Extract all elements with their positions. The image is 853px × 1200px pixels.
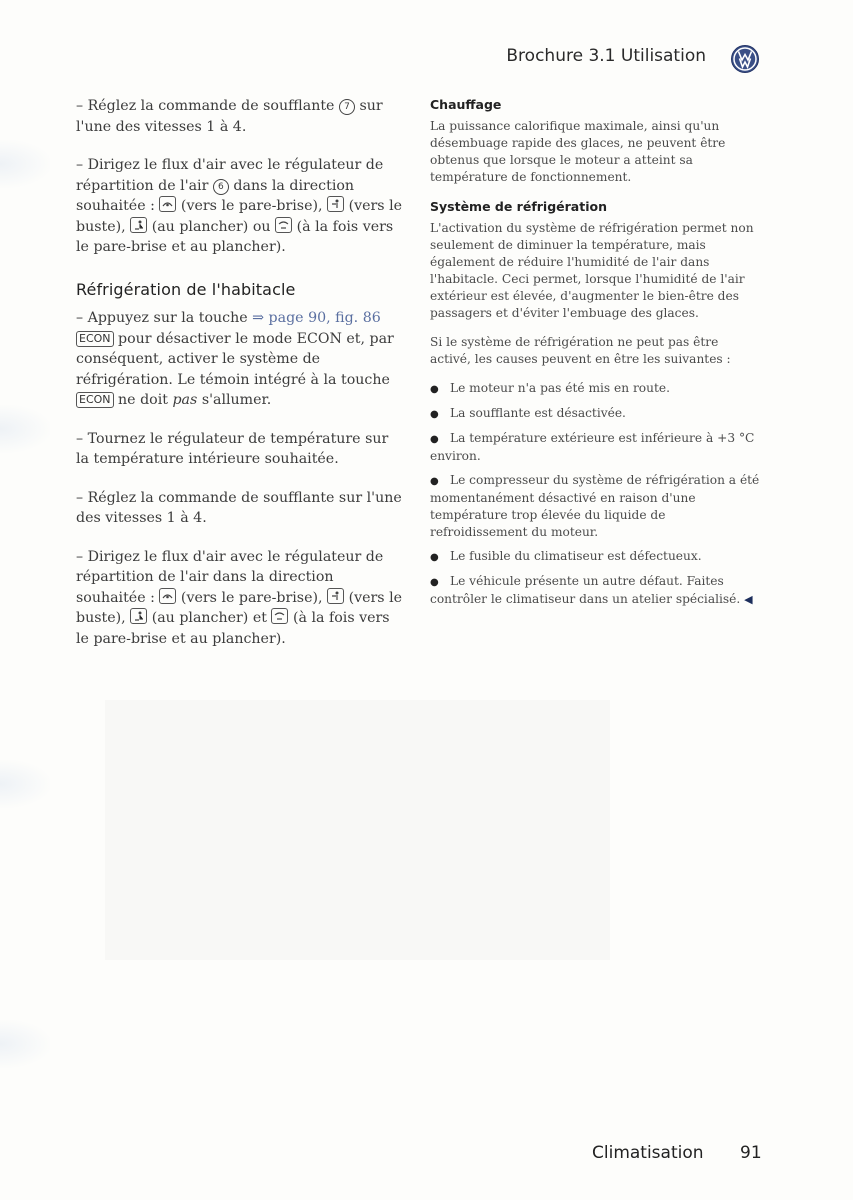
list-item-text: Le moteur n'a pas été mis en route. bbox=[450, 381, 670, 395]
paragraph-causes-intro: Si le système de réfrigération ne peut pas être activé, les causes peuvent en être les suivantes : bbox=[430, 335, 731, 366]
section-title-cooling: Réfrigération de l'habitacle bbox=[76, 279, 296, 299]
list-item bbox=[430, 548, 760, 566]
margin-tab-1 bbox=[0, 140, 50, 188]
list-item-text: Le compresseur du système de réfrigération a été momentanément désactivé en raison d'une température trop élevée du liquide de refroidissement du moteur. bbox=[430, 473, 760, 539]
list-item bbox=[430, 380, 760, 398]
windshield-icon bbox=[159, 588, 176, 604]
paragraph-chauffage: La puissance calorifique maximale, ainsi qu'un désembuage rapide des glaces, ne peuvent être obtenus que lorsque le moteur a atteint sa température de fonctionnement. bbox=[430, 119, 726, 184]
list-item bbox=[430, 405, 760, 423]
text: (à la fois vers le pare-brise et au plancher). bbox=[76, 218, 394, 255]
chest-vent-icon bbox=[327, 588, 344, 604]
paragraph-econ bbox=[76, 308, 402, 411]
paragraph-blower-speed-2: – Réglez la commande de soufflante sur l'une des vitesses 1 à 4. bbox=[76, 489, 402, 526]
text: (vers le pare-brise), bbox=[180, 589, 323, 606]
bullet-icon: ● bbox=[430, 434, 439, 445]
text: – Appuyez sur la touche bbox=[76, 310, 248, 326]
paragraph-air-distribution-2 bbox=[76, 547, 402, 650]
heading-refrigeration-system: Système de réfrigération bbox=[430, 199, 607, 214]
econ-button-symbol: ECON bbox=[76, 392, 114, 408]
callout-number: 7 bbox=[339, 99, 355, 115]
text: (vers le pare-brise), bbox=[180, 198, 323, 214]
text: (vers le buste), bbox=[76, 589, 403, 626]
bullet-icon: ● bbox=[430, 552, 439, 563]
list-item-text: Le véhicule présente un autre défaut. Faites contrôler le climatiseur dans un atelier spécialisé. bbox=[430, 574, 741, 606]
vw-logo-icon bbox=[730, 44, 760, 74]
paragraph-blower-speed bbox=[76, 96, 402, 137]
footer-section-title: Climatisation bbox=[592, 1143, 704, 1163]
callout-number: 6 bbox=[213, 179, 229, 195]
list-item bbox=[430, 573, 760, 608]
bullet-icon: ● bbox=[430, 577, 439, 588]
left-column bbox=[76, 96, 402, 667]
page-footer bbox=[560, 1143, 770, 1169]
end-of-section-icon: ◀ bbox=[744, 593, 753, 606]
page-header bbox=[480, 44, 770, 74]
page-number: 91 bbox=[740, 1143, 762, 1163]
bullet-icon: ● bbox=[430, 384, 439, 395]
text: dans la direction souhaitée : bbox=[76, 177, 355, 214]
text: s'allumer. bbox=[201, 392, 272, 408]
page-reference-link[interactable]: ⇒ page 90, fig. 86 bbox=[252, 310, 381, 326]
paragraph-refrigeration: L'activation du système de réfrigération permet non seulement de diminuer la température, mais également de réduire l'humidité de l'air dans l'habitacle. Ceci permet, lorsque l'humidité de l'air extérieur est élevée, d'augmenter le bien-être des passagers et d'éviter l'embuage des glaces. bbox=[430, 221, 754, 320]
text: (au plancher) ou bbox=[151, 218, 271, 235]
bullet-icon: ● bbox=[430, 409, 439, 420]
text: – Dirigez le flux d'air avec le régulateur de répartition de l'air dans la direction souhaitée : bbox=[76, 548, 384, 606]
chest-vent-icon bbox=[327, 196, 344, 212]
paragraph-air-distribution bbox=[76, 155, 402, 258]
text: (à la fois vers le pare-brise et au plancher). bbox=[76, 610, 390, 647]
bullet-icon: ● bbox=[430, 476, 439, 487]
text: (vers le buste), bbox=[76, 198, 403, 235]
floor-vent-icon bbox=[130, 217, 147, 233]
paragraph-temperature: – Tournez le régulateur de température sur la température intérieure souhaitée. bbox=[76, 430, 389, 467]
text: sur l'une des vitesses 1 à 4. bbox=[76, 98, 383, 135]
text: – Réglez la commande de soufflante bbox=[76, 98, 335, 114]
list-item bbox=[430, 430, 760, 465]
windshield-floor-icon bbox=[275, 217, 292, 233]
margin-tab-3 bbox=[0, 760, 50, 808]
emphasis: pas bbox=[172, 392, 198, 408]
text: ne doit bbox=[118, 392, 168, 408]
margin-tab-4 bbox=[0, 1020, 50, 1068]
econ-button-symbol: ECON bbox=[76, 331, 114, 347]
margin-tab-2 bbox=[0, 405, 50, 453]
heading-chauffage: Chauffage bbox=[430, 97, 502, 112]
faded-image-area bbox=[105, 700, 610, 960]
floor-vent-icon bbox=[130, 608, 147, 624]
header-title: Brochure 3.1 Utilisation bbox=[506, 46, 706, 66]
text: pour désactiver le mode ECON et, par conséquent, activer le système de réfrigération. Le témoin intégré à la touche bbox=[76, 330, 394, 388]
windshield-icon bbox=[159, 196, 176, 212]
list-item-text: La température extérieure est inférieure à +3 °C environ. bbox=[430, 431, 755, 463]
list-item-text: La soufflante est désactivée. bbox=[450, 406, 626, 420]
text: – Dirigez le flux d'air avec le régulateur de répartition de l'air bbox=[76, 157, 384, 194]
right-column bbox=[430, 96, 760, 615]
text: (au plancher) et bbox=[151, 610, 267, 626]
list-item bbox=[430, 472, 760, 541]
list-item-text: Le fusible du climatiseur est défectueux. bbox=[450, 549, 702, 563]
windshield-floor-icon bbox=[271, 608, 288, 624]
